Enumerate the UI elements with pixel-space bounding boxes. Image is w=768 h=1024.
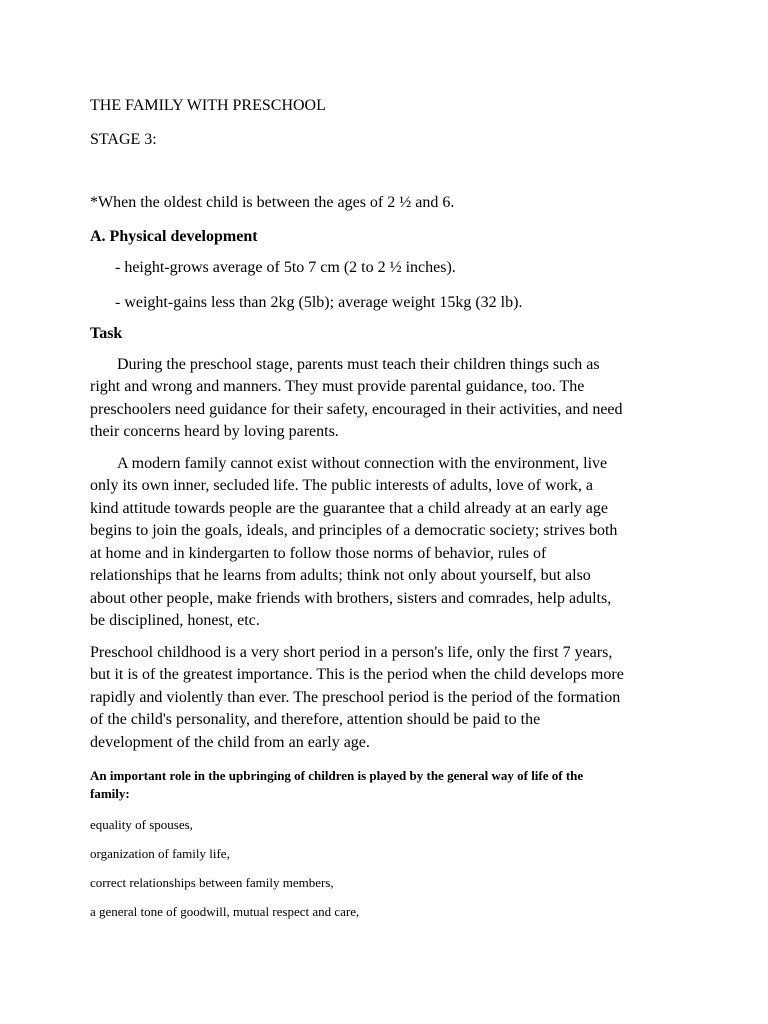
paragraph-line: rapidly and violently than ever. The preschool period is the period of the formation	[90, 688, 621, 706]
paragraph-line: begins to join the goals, ideals, and principles of a democratic society; strives both	[90, 522, 618, 539]
paragraph-preschool-stage	[90, 354, 690, 444]
paragraph-line: at home and in kindergarten to follow those norms of behavior, rules of	[90, 544, 547, 562]
paragraph-modern-family	[90, 453, 690, 633]
role-heading-line: family:	[90, 786, 130, 801]
paragraph-line: development of the child from an early age.	[90, 733, 370, 751]
role-heading	[90, 767, 690, 803]
paragraph-line: about other people, make friends with brothers, sisters and comrades, help adults,	[90, 589, 612, 607]
paragraph-line: their concerns heard by loving parents.	[90, 423, 339, 440]
paragraph-line: but it is of the greatest importance. This is the period when the child develops more	[90, 666, 624, 683]
section-a-heading: A. Physical development	[90, 227, 258, 245]
list-item: correct relationships between family members,	[90, 875, 334, 890]
document-page	[90, 95, 690, 932]
paragraph-line: relationships that he learns from adults; think not only about yourself, but also	[90, 567, 591, 584]
paragraph-preschool-childhood	[90, 642, 690, 755]
list-item: a general tone of goodwill, mutual respect and care,	[90, 904, 360, 919]
list-item: equality of spouses,	[90, 817, 193, 832]
bullet-height: - height-grows average of 5to 7 cm (2 to 2 ½ inches).	[115, 259, 456, 276]
stage-heading: STAGE 3:	[90, 130, 157, 148]
task-heading: Task	[90, 325, 123, 342]
document-title: THE FAMILY WITH PRESCHOOL	[90, 97, 326, 114]
role-heading-line: An important role in the upbringing of children is played by the general way of life of the	[90, 768, 584, 783]
paragraph-line: A modern family cannot exist without connection with the environment, live	[117, 454, 608, 472]
list-item: organization of family life,	[90, 846, 230, 861]
paragraph-line: During the preschool stage, parents must teach their children things such as	[117, 355, 600, 373]
bullet-weight: - weight-gains less than 2kg (5lb); average weight 15kg (32 lb).	[115, 293, 523, 311]
paragraph-line: preschoolers need guidance for their safety, encouraged in their activities, and need	[90, 400, 623, 418]
paragraph-line: of the child's personality, and therefore, attention should be paid to the	[90, 711, 541, 728]
paragraph-line: only its own inner, secluded life. The public interests of adults, love of work, a	[90, 477, 593, 494]
paragraph-line: be disciplined, honest, etc.	[90, 612, 260, 629]
paragraph-line: Preschool childhood is a very short period in a person's life, only the first 7 years,	[90, 643, 613, 661]
paragraph-line: kind attitude towards people are the guarantee that a child already at an early age	[90, 499, 608, 517]
paragraph-line: right and wrong and manners. They must provide parental guidance, too. The	[90, 378, 585, 395]
intro-text: *When the oldest child is between the ages of 2 ½ and 6.	[90, 194, 455, 211]
